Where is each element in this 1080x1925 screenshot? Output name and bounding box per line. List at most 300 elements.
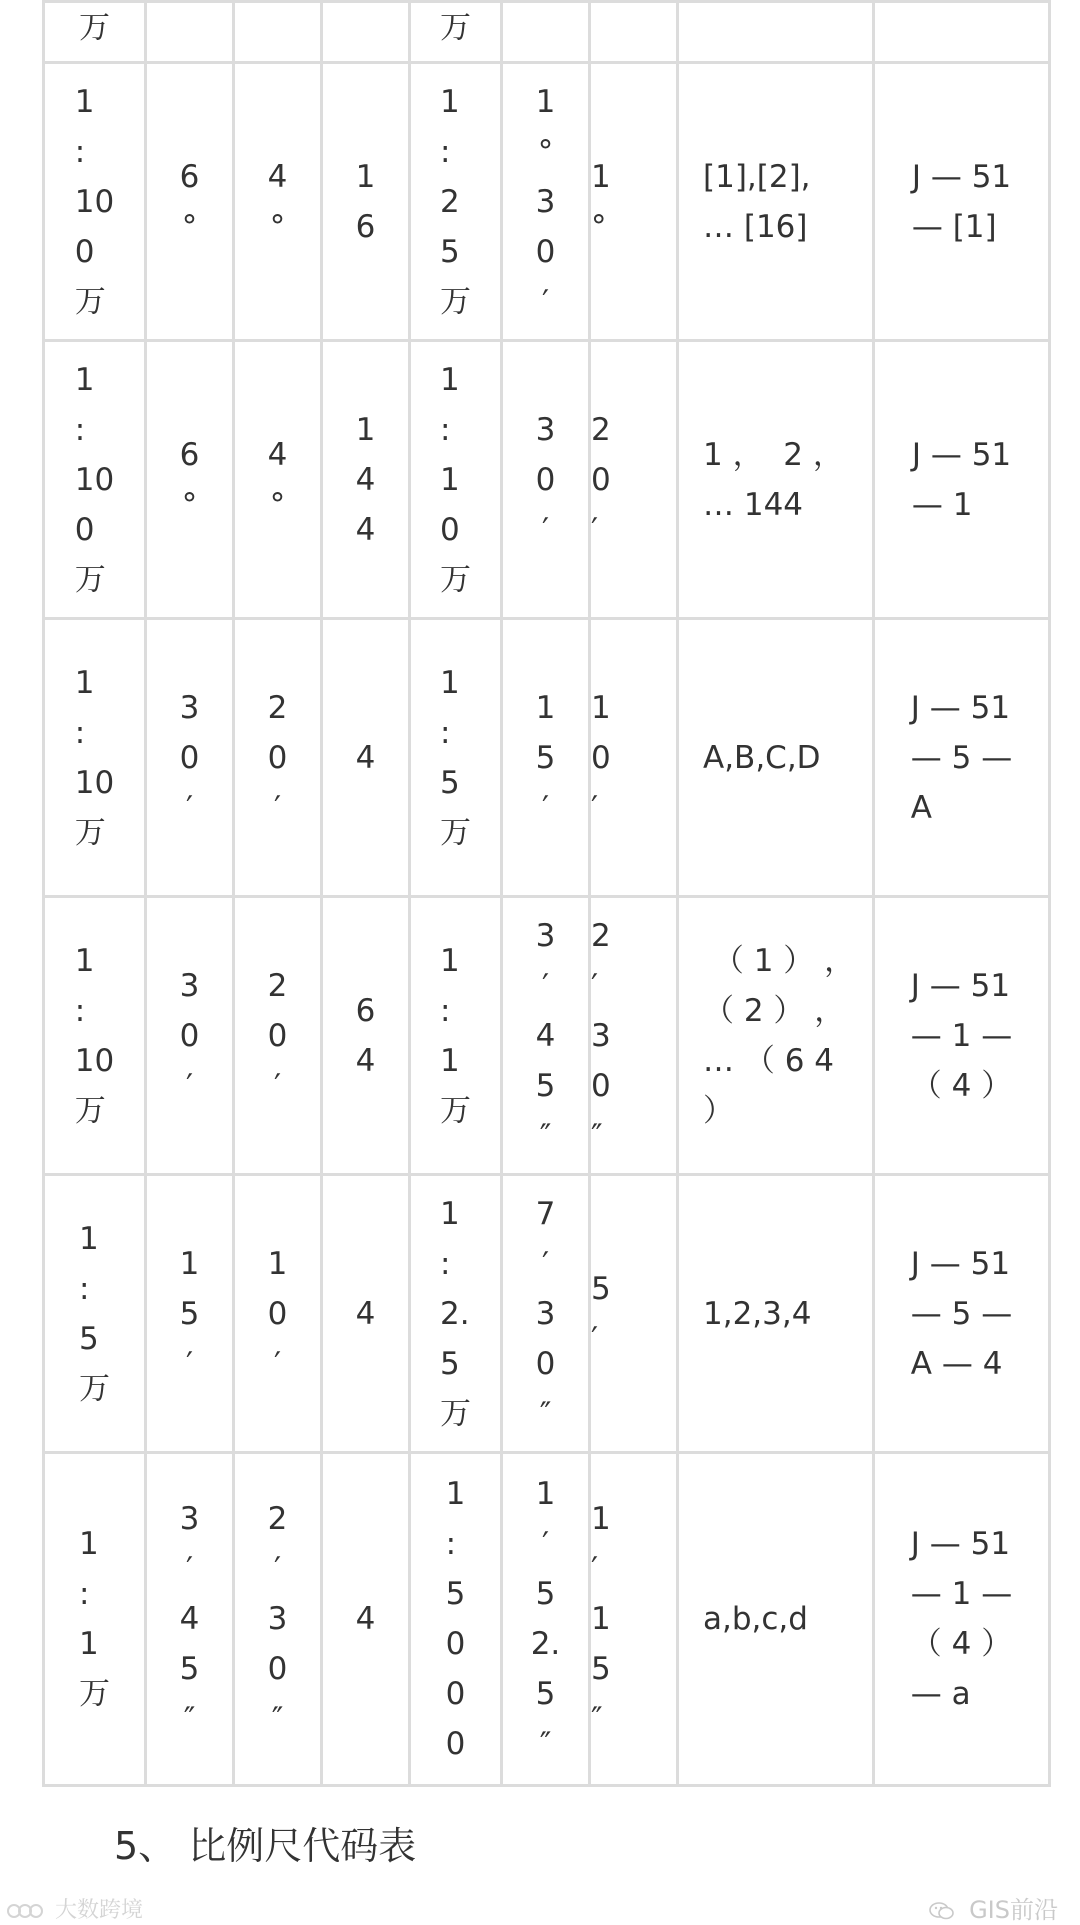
- table-row: [44, 2, 1050, 63]
- cell-text: [180, 1239, 200, 1389]
- cell-line: 2: [267, 1501, 288, 1537]
- table-cell: [410, 341, 502, 619]
- cell-text: [180, 961, 200, 1111]
- table-cell: [502, 1453, 590, 1786]
- table-row: [44, 1175, 1050, 1453]
- table-row: [44, 1453, 1050, 1786]
- cell-line: ′: [591, 511, 599, 548]
- table-cell: [234, 619, 322, 897]
- cell-line: — a: [910, 1676, 971, 1712]
- cell-line: 3: [535, 1295, 556, 1332]
- cell-line: :: [440, 992, 451, 1029]
- table-cell: [322, 619, 410, 897]
- cell-line: 1,2,3,4: [703, 1295, 812, 1332]
- cell-line: ′: [273, 789, 282, 826]
- cell-line: 2: [591, 411, 611, 448]
- cell-text: [703, 733, 821, 783]
- cell-line: 0: [179, 739, 200, 776]
- cell-line: 4: [355, 739, 376, 776]
- cell-text: [268, 152, 288, 252]
- cell-line: — 1: [911, 486, 973, 523]
- cell-text: [591, 1264, 611, 1364]
- cell-line: ′: [541, 789, 550, 826]
- table-cell: [44, 1453, 146, 1786]
- cell-line: J — 51: [910, 1526, 1011, 1562]
- cell-line: °: [181, 208, 198, 245]
- cell-line: — [1]: [911, 208, 997, 245]
- table-cell: [410, 63, 502, 341]
- table-cell: [234, 341, 322, 619]
- cell-line: 1: [440, 664, 460, 701]
- cell-line: :: [79, 1576, 90, 1612]
- table-cell: [590, 341, 678, 619]
- cell-line: :: [440, 1245, 451, 1282]
- section-title: 5、 比例尺代码表: [114, 1824, 417, 1868]
- table-cell: [146, 2, 234, 63]
- cell-line: ″: [539, 1395, 552, 1432]
- cell-text: [591, 152, 611, 252]
- cell-line: 2: [267, 689, 288, 726]
- cell-line: 万: [74, 814, 106, 851]
- cell-line: 3: [535, 411, 556, 448]
- cell-line: 1: [74, 361, 95, 398]
- cell-line: J — 51: [910, 689, 1011, 726]
- cell-text: [180, 683, 200, 833]
- cell-line: 1: [440, 1042, 460, 1079]
- cell-text: [591, 683, 611, 833]
- cell-line: [1],[2],: [703, 158, 811, 195]
- cell-line: （ 2 ） ，: [703, 992, 846, 1029]
- cell-line: 1: [535, 83, 556, 120]
- cell-text: [536, 911, 556, 1161]
- cell-line: 1: [440, 1195, 460, 1232]
- table-cell: [44, 2, 146, 63]
- cell-line: 2: [267, 967, 288, 1004]
- cell-line: :: [79, 1270, 90, 1307]
- cell-line: 2: [440, 183, 460, 220]
- cell-line: 万: [440, 561, 471, 598]
- cell-line: 1: [440, 461, 460, 498]
- watermark-right-text: GIS前沿: [969, 1896, 1058, 1924]
- cell-line: 1: [179, 1245, 200, 1282]
- cell-line: ′: [541, 511, 550, 548]
- cell-text: [268, 430, 288, 530]
- cell-line: 4: [267, 436, 288, 473]
- cell-line: 5: [591, 1651, 611, 1687]
- cell-line: … [16]: [703, 208, 808, 245]
- table-cell: [44, 63, 146, 341]
- cell-line: 1: [535, 1476, 556, 1512]
- cell-line: ）: [703, 1092, 734, 1129]
- table-cell: [590, 1175, 678, 1453]
- table-cell: [678, 897, 874, 1175]
- cell-text: [703, 1289, 811, 1339]
- cell-line: 1: [440, 361, 460, 398]
- cell-line: 0: [445, 1726, 466, 1762]
- cell-line: 万: [440, 814, 471, 851]
- cell-text: [356, 405, 376, 555]
- cell-line: 3: [179, 967, 200, 1004]
- cell-line: 6: [179, 436, 200, 473]
- table-row: [44, 341, 1050, 619]
- table-cell: [322, 1453, 410, 1786]
- table-cell: [146, 897, 234, 1175]
- table-cell: [678, 63, 874, 341]
- cell-line: 5: [440, 764, 460, 801]
- cell-line: 1: [79, 1220, 99, 1257]
- cell-line: 2.: [530, 1626, 561, 1662]
- cell-line: 10: [74, 1042, 115, 1079]
- cell-text: [703, 430, 844, 530]
- cell-line: 6: [179, 158, 200, 195]
- cell-line: 5: [440, 233, 460, 270]
- table-cell: [502, 897, 590, 1175]
- cell-text: [440, 658, 471, 858]
- cell-line: 1: [355, 411, 376, 448]
- table-row: [44, 897, 1050, 1175]
- cell-text: [591, 1494, 611, 1744]
- cell-text: [79, 3, 110, 53]
- cell-line: （ 1 ） ，: [703, 942, 856, 979]
- cell-line: 0: [74, 511, 95, 548]
- cell-text: [75, 355, 114, 605]
- cell-line: J — 51: [910, 1245, 1011, 1282]
- cell-line: 1 ， 2 ，: [703, 436, 844, 473]
- cell-line: — 1 —: [910, 1017, 1013, 1054]
- cell-line: 5: [179, 1295, 200, 1332]
- cell-text: [531, 1469, 561, 1769]
- cell-line: 1: [74, 664, 95, 701]
- cell-line: — 1 —: [910, 1576, 1013, 1612]
- cell-line: °: [591, 208, 607, 245]
- cell-line: ′: [541, 967, 550, 1004]
- cell-line: ′: [273, 1067, 282, 1104]
- cell-line: ′: [273, 1345, 282, 1382]
- table-cell: [678, 1175, 874, 1453]
- table-cell: [678, 2, 874, 63]
- cell-text: [536, 683, 556, 833]
- table-cell: [590, 2, 678, 63]
- cell-line: 4: [355, 511, 376, 548]
- cell-line: 4: [355, 1042, 376, 1079]
- cell-text: [440, 1189, 471, 1439]
- cell-text: [356, 1594, 376, 1644]
- table-cell: [44, 341, 146, 619]
- table-row: [44, 619, 1050, 897]
- cell-text: [536, 77, 556, 327]
- cell-line: 0: [591, 461, 611, 498]
- cell-line: ′: [541, 1245, 550, 1282]
- cell-line: a,b,c,d: [703, 1601, 808, 1637]
- cell-line: 5: [535, 1067, 556, 1104]
- cell-text: [75, 77, 114, 327]
- table-cell: [234, 63, 322, 341]
- table-cell: [590, 619, 678, 897]
- cell-line: — 5 —: [910, 1295, 1013, 1332]
- cell-line: 1: [591, 158, 611, 195]
- cell-line: :: [74, 992, 86, 1029]
- cell-line: 1: [591, 1501, 611, 1537]
- cell-line: 5: [535, 1676, 556, 1712]
- cell-line: ′: [591, 967, 599, 1004]
- cell-line: 4: [355, 1295, 376, 1332]
- cell-line: 4: [355, 1601, 376, 1637]
- cell-line: °: [269, 486, 286, 523]
- cell-line: 万: [440, 10, 471, 46]
- cell-line: :: [74, 133, 86, 170]
- cell-text: [591, 911, 611, 1161]
- cell-line: ′: [541, 1526, 550, 1562]
- cell-line: 3: [535, 183, 556, 220]
- cell-line: A,B,C,D: [703, 739, 821, 776]
- table-cell: [322, 63, 410, 341]
- cell-line: 4: [355, 461, 376, 498]
- cell-line: … 144: [703, 486, 804, 523]
- cell-line: °: [537, 133, 554, 170]
- table-cell: [590, 63, 678, 341]
- cell-line: 5: [179, 1651, 200, 1687]
- cell-text: [356, 152, 376, 252]
- cell-line: 3: [267, 1601, 288, 1637]
- cell-line: 万: [79, 10, 110, 46]
- cell-line: 0: [535, 461, 556, 498]
- cell-text: [268, 1239, 288, 1389]
- cell-text: [440, 3, 471, 53]
- cell-line: 4: [179, 1601, 200, 1637]
- cell-line: 0: [591, 1067, 611, 1104]
- cell-line: 0: [440, 511, 460, 548]
- table-cell: [322, 341, 410, 619]
- cell-line: 5: [445, 1576, 466, 1612]
- table-cell: [410, 2, 502, 63]
- watermark-source: [6, 1893, 143, 1924]
- logo-icon: [6, 1901, 44, 1921]
- cell-line: A — 4: [910, 1345, 1003, 1382]
- cell-line: 10: [74, 764, 115, 801]
- cell-line: 1: [74, 942, 95, 979]
- table-cell: [322, 2, 410, 63]
- cell-line: 1: [440, 942, 460, 979]
- cell-line: 0: [267, 739, 288, 776]
- cell-line: 万: [74, 561, 106, 598]
- table-cell: [678, 1453, 874, 1786]
- cell-text: [911, 1239, 1012, 1389]
- table-cell: [146, 341, 234, 619]
- cell-line: 0: [74, 233, 95, 270]
- table-cell: [502, 619, 590, 897]
- table-cell: [874, 1453, 1050, 1786]
- cell-line: 5: [535, 739, 556, 776]
- cell-line: 1: [440, 83, 460, 120]
- cell-line: 0: [445, 1676, 466, 1712]
- table-cell: [502, 341, 590, 619]
- cell-line: :: [440, 411, 451, 448]
- table-cell: [234, 1175, 322, 1453]
- cell-line: 6: [355, 208, 376, 245]
- cell-text: [911, 1519, 1012, 1719]
- cell-line: ′: [185, 1345, 194, 1382]
- cell-line: 万: [440, 1092, 471, 1129]
- cell-line: ′: [591, 789, 599, 826]
- cell-line: 5: [591, 1270, 611, 1307]
- cell-text: [180, 152, 200, 252]
- cell-line: 0: [591, 739, 611, 776]
- cell-line: °: [269, 208, 286, 245]
- cell-line: 3: [179, 1501, 200, 1537]
- table-cell: [322, 1175, 410, 1453]
- cell-line: :: [74, 714, 86, 751]
- cell-line: J — 51: [911, 158, 1012, 195]
- cell-line: :: [74, 411, 86, 448]
- cell-line: 6: [355, 992, 376, 1029]
- table-cell: [146, 63, 234, 341]
- table-cell: [234, 897, 322, 1175]
- cell-line: 1: [591, 1601, 611, 1637]
- table-cell: [678, 619, 874, 897]
- cell-line: 7: [535, 1195, 556, 1232]
- cell-text: [703, 1594, 808, 1644]
- cell-line: 10: [74, 461, 115, 498]
- cell-line: 0: [179, 1017, 200, 1054]
- cell-line: :: [445, 1526, 457, 1562]
- cell-line: 3: [179, 689, 200, 726]
- cell-line: ″: [591, 1701, 603, 1737]
- cell-line: 10: [74, 183, 115, 220]
- cell-line: 0: [267, 1651, 288, 1687]
- cell-line: 3: [591, 1017, 611, 1054]
- cell-line: ″: [591, 1117, 603, 1154]
- cell-line: 4: [535, 1017, 556, 1054]
- cell-line: ″: [539, 1117, 552, 1154]
- cell-line: ′: [185, 1551, 194, 1587]
- cell-line: 万: [440, 1395, 471, 1432]
- cell-line: — 5 —: [910, 739, 1013, 776]
- cell-line: （ 4 ）: [910, 1626, 1013, 1662]
- cell-line: °: [181, 486, 198, 523]
- cell-text: [440, 936, 471, 1136]
- cell-line: 1: [535, 689, 556, 726]
- cell-text: [180, 1494, 200, 1744]
- cell-line: ′: [591, 1551, 599, 1587]
- cell-line: 1: [445, 1476, 466, 1512]
- cell-line: 0: [445, 1626, 466, 1662]
- table-cell: [44, 619, 146, 897]
- table-cell: [410, 1175, 502, 1453]
- table-cell: [678, 341, 874, 619]
- cell-line: 3: [535, 917, 556, 954]
- cell-line: 万: [440, 283, 471, 320]
- cell-line: A: [910, 789, 932, 826]
- cell-line: 1: [591, 689, 611, 726]
- cell-text: [440, 355, 471, 605]
- table-cell: [410, 897, 502, 1175]
- table-cell: [146, 1453, 234, 1786]
- cell-line: … （ 6 4: [703, 1042, 835, 1079]
- cell-text: [180, 430, 200, 530]
- cell-line: :: [440, 714, 451, 751]
- cell-text: [75, 936, 114, 1136]
- cell-line: ′: [185, 1067, 194, 1104]
- cell-line: ′: [185, 789, 194, 826]
- cell-text: [356, 1289, 376, 1339]
- cell-line: 0: [535, 233, 556, 270]
- table-cell: [410, 619, 502, 897]
- table-row: [44, 63, 1050, 341]
- cell-line: 万: [74, 1092, 106, 1129]
- table-cell: [590, 897, 678, 1175]
- cell-line: 万: [74, 283, 106, 320]
- cell-line: 1: [74, 83, 95, 120]
- cell-text: [591, 405, 611, 555]
- table-cell: [502, 2, 590, 63]
- table-cell: [146, 619, 234, 897]
- table-cell: [874, 1175, 1050, 1453]
- cell-text: [536, 405, 556, 555]
- table-cell: [322, 897, 410, 1175]
- table-cell: [590, 1453, 678, 1786]
- cell-text: [79, 1519, 110, 1719]
- cell-text: [268, 1494, 288, 1744]
- cell-text: [703, 936, 855, 1136]
- cell-line: ′: [273, 1551, 282, 1587]
- table-cell: [874, 341, 1050, 619]
- table-cell: [874, 63, 1050, 341]
- table-cell: [44, 897, 146, 1175]
- cell-line: 5: [79, 1320, 99, 1357]
- cell-line: J — 51: [911, 436, 1012, 473]
- cell-line: 1: [79, 1626, 99, 1662]
- cell-line: ″: [183, 1701, 196, 1737]
- table-cell: [874, 619, 1050, 897]
- cell-line: J — 51: [910, 967, 1011, 1004]
- table-cell: [234, 1453, 322, 1786]
- cell-line: 5: [535, 1576, 556, 1612]
- cell-text: [79, 1214, 110, 1414]
- cell-line: 1: [267, 1245, 288, 1282]
- cell-text: [703, 152, 811, 252]
- cell-line: 0: [535, 1345, 556, 1382]
- cell-text: [356, 733, 376, 783]
- table-cell: [146, 1175, 234, 1453]
- cell-text: [911, 683, 1012, 833]
- cell-line: 0: [267, 1295, 288, 1332]
- cell-text: [912, 430, 1011, 530]
- cell-line: :: [440, 133, 451, 170]
- cell-text: [268, 961, 288, 1111]
- cell-line: （ 4 ）: [910, 1067, 1013, 1104]
- cell-line: 2.: [440, 1295, 470, 1332]
- cell-line: ″: [539, 1726, 552, 1762]
- cell-text: [356, 986, 376, 1086]
- cell-text: [75, 658, 114, 858]
- cell-line: ″: [271, 1701, 284, 1737]
- table-cell: [234, 2, 322, 63]
- cell-line: 万: [79, 1676, 110, 1712]
- cell-line: 1: [79, 1526, 99, 1562]
- table-cell: [874, 2, 1050, 63]
- cell-line: 万: [79, 1370, 110, 1407]
- cell-line: ′: [591, 1320, 599, 1357]
- cell-line: 2: [591, 917, 611, 954]
- cell-text: [911, 961, 1012, 1111]
- cell-text: [536, 1189, 556, 1439]
- cell-text: [440, 77, 471, 327]
- watermark-left-text: 大数跨境: [55, 1898, 144, 1923]
- cell-text: [912, 152, 1011, 252]
- cell-line: ′: [541, 283, 550, 320]
- table-cell: [44, 1175, 146, 1453]
- cell-line: 4: [267, 158, 288, 195]
